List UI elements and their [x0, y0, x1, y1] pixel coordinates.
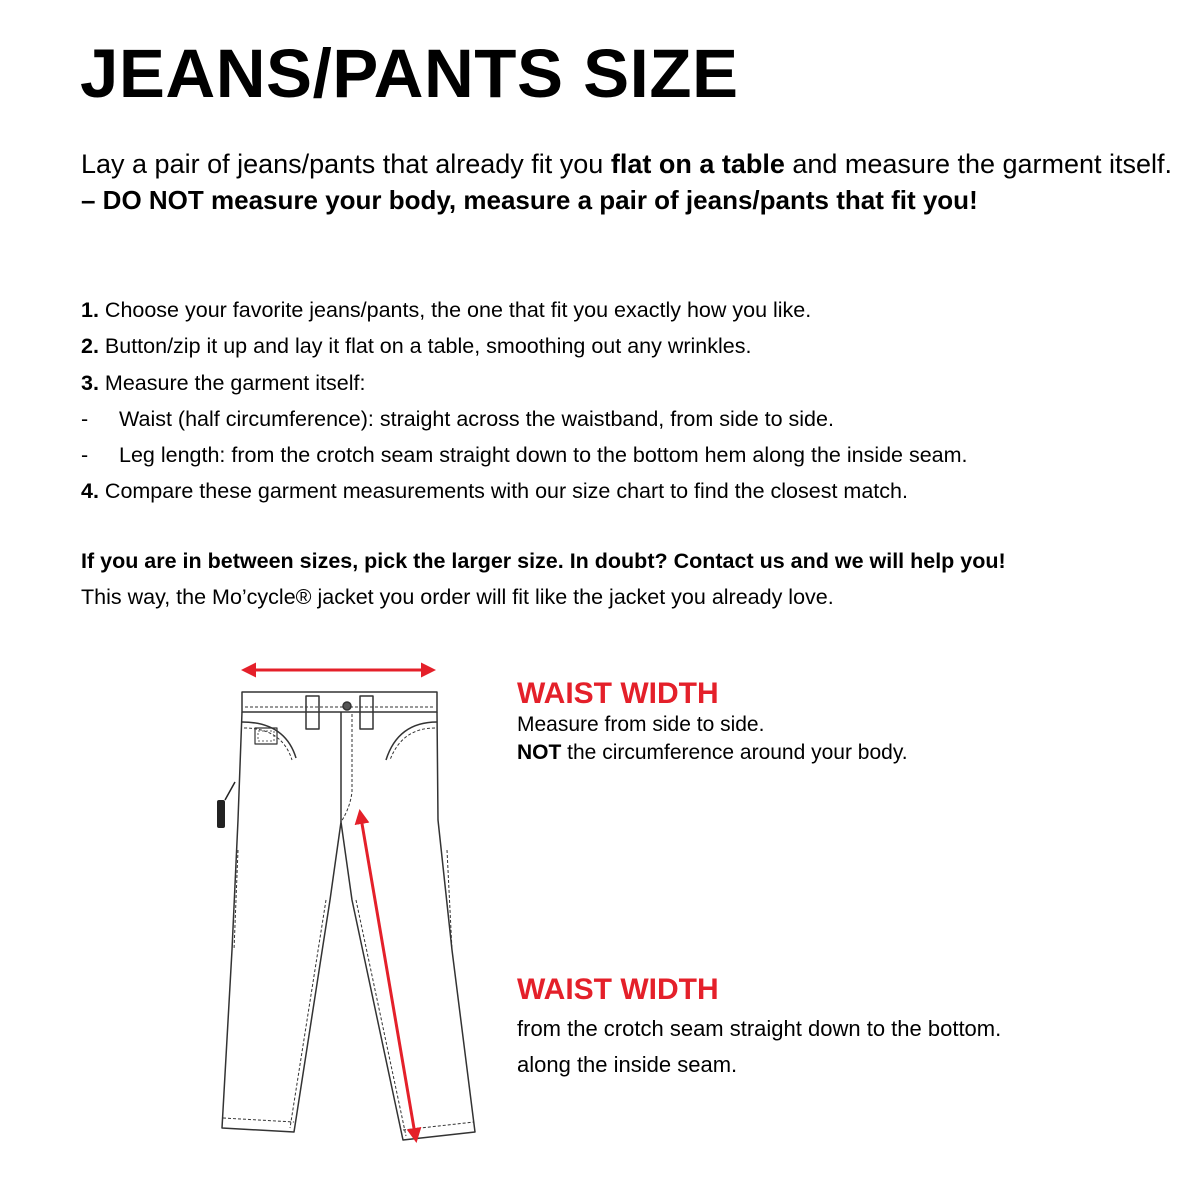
step-text: Leg length: from the crotch seam straight down to the bottom hem along the inside seam. [119, 443, 968, 468]
intro-bold: flat on a table [610, 149, 785, 179]
waist-title: WAIST WIDTH [517, 677, 719, 710]
notes-line: This way, the Mo’cycle® jacket you order will fit like the jacket you already love. [81, 585, 834, 609]
notes-bold-line: If you are in between sizes, pick the larger size. In doubt? Contact us and we will help you! [81, 549, 1006, 573]
steps-list [81, 292, 1181, 510]
waist-line2 [517, 739, 908, 767]
step-number: 4. [81, 479, 99, 504]
waist-not: NOT [517, 741, 562, 764]
leg-line2: along the inside seam. [517, 1052, 738, 1077]
step-4 [81, 473, 1181, 509]
step-3-waist [81, 401, 1181, 437]
step-number: 1. [81, 298, 99, 322]
bullet-dash: - [81, 406, 89, 431]
notes [81, 543, 1181, 615]
waist-line2-text: the circumference around your body. [561, 741, 908, 764]
step-text: Choose your favorite jeans/pants, the one that fit you exactly how you like. [98, 298, 812, 322]
right-pocket [386, 722, 437, 760]
intro-text [81, 146, 1181, 218]
step-2 [81, 328, 1181, 364]
side-tag [217, 782, 235, 828]
step-text: Button/zip it up and lay it flat on a table, smoothing out any wrinkles. [98, 334, 752, 359]
leg-title: WAIST WIDTH [517, 973, 719, 1006]
step-text: Measure the garment itself: [98, 370, 366, 395]
step-text: Waist (half circumference): straight across the waistband, from side to side. [119, 406, 834, 431]
waistband [242, 692, 437, 712]
intro-part1: Lay a pair of jeans/pants that already fit you [81, 149, 611, 179]
intro-part2: and measure the garment itself. [784, 149, 1173, 179]
bullet-dash: - [81, 443, 89, 468]
step-3 [81, 365, 1181, 401]
leg-label-block [517, 973, 1001, 1083]
waist-label-block [517, 677, 908, 767]
step-text: Compare these garment measurements with our size chart to find the closest match. [98, 479, 908, 504]
waist-line1: Measure from side to side. [517, 713, 765, 736]
page-title: JEANS/PANTS SIZE [80, 35, 739, 112]
step-number: 2. [81, 334, 99, 359]
step-3-leg [81, 437, 1181, 473]
pants-outline [222, 712, 475, 1140]
step-number: 3. [81, 370, 99, 395]
intro-warning: – DO NOT measure your body, measure a pair of jeans/pants that fit you! [81, 185, 978, 215]
step-1 [81, 292, 1181, 328]
jeans-diagram-icon [200, 650, 480, 1150]
button [343, 702, 351, 710]
leg-line1: from the crotch seam straight down to the bottom. [517, 1016, 1002, 1041]
